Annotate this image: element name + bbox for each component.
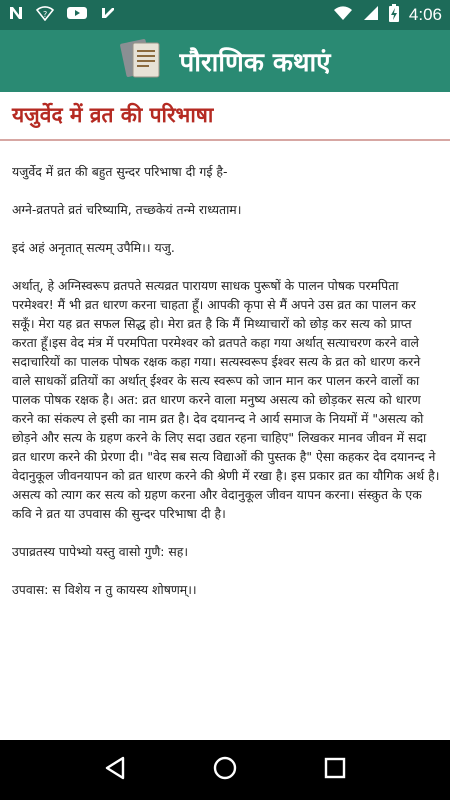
- article-title: यजुर्वेद में व्रत की परिभाषा: [12, 103, 214, 127]
- wifi-icon: [333, 5, 353, 25]
- title-divider: [0, 139, 450, 141]
- check-icon: [100, 5, 116, 25]
- article-paragraph: अग्ने-व्रतपते व्रतं चरिष्यामि, तच्छकेयं तन्मे राध्यताम।: [12, 202, 242, 217]
- navigation-bar: [0, 740, 450, 800]
- notification-n-icon: [8, 5, 24, 25]
- signal-icon: [363, 5, 379, 25]
- status-time: 4:06: [408, 5, 442, 24]
- article-paragraph: उपवास: स विशेय न तु कायस्य शोषणम्।।: [12, 582, 197, 597]
- app-title: पौराणिक कथाएं: [179, 48, 331, 78]
- recents-button[interactable]: [315, 750, 355, 790]
- battery-charging-icon: [389, 4, 399, 26]
- home-circle-icon: [213, 756, 237, 784]
- wifi-question-icon: [36, 5, 54, 25]
- article-paragraph: इदं अहं अनृतात् सत्यम् उपैमि।। यजु.: [12, 240, 175, 255]
- article-paragraph: उपाव्रतस्य पापेभ्यो यस्तु वासो गुणै: सह।: [12, 544, 189, 559]
- app-bar: [0, 30, 450, 92]
- article-paragraph: यजुर्वेद में व्रत की बहुत सुन्दर परिभाषा दी गई है-: [12, 164, 228, 179]
- back-button[interactable]: [95, 750, 135, 790]
- youtube-icon: [66, 5, 88, 25]
- status-bar: [0, 0, 450, 30]
- documents-icon: [119, 35, 165, 87]
- article-content: [12, 162, 440, 618]
- article-paragraph: अर्थात्, हे अग्निस्वरूप व्रतपते सत्यव्रत पारायण साधक पुरूषों के पालन पोषक परमपिता परमेश्वर! मैं भी व्रत धारण करना चाहता हूँ। आपकी कृपा से मैं अपने उस व्रत का पालन कर सकूँ। मेरा यह व्रत सफल सिद्ध हो। मेरा व्रत है कि मैं मिथ्याचारों को छोड़ कर सत्य को प्राप्त करता हूँ।इस वेद मंत्र में परमपिता परमेश्वर को व्रतपते कहा गया अर्थात् सत्याचरण करने वाले सदाचारियों का पालक पोषक रक्षक कहा गया। सत्यस्वरूप ईश्वर सत्य के व्रत को धारण करने वाले साधकों व्रतियों का अर्थात् ईश्वर के सत्य स्वरूप को जान मान कर पालन करने वालों का पालक पोषक रक्षक है। अत: व्रत धारण करने वाला मनुष्य असत्य को छोड़कर सत्य को धारण करने का संकल्प ले इसी का नाम व्रत है। देव दयानन्द ने आर्य समाज के नियमों में "असत्य को छोड़ने और सत्य के ग्रहण करने के लिए सदा उद्यत रहना चाहिए" लिखकर मानव जीवन में सदा व्रत धारण करने की प्रेरणा दी। "वेद सब सत्य विद्याओं की पुस्तक है" ऐसा कहकर देव दयानन्द ने वेदानुकूल जीवनयापन को व्रत धारण करने की श्रेणी में रखा है। इस प्रकार व्रत का यौगिक अर्थ है। असत्य को त्याग कर सत्य को ग्रहण करना और वेदानुकूल जीवन यापन करना। संस्क़ुत के एक कवि ने व्रत या उपवास की सुन्दर परिभाषा दी है।: [12, 278, 440, 521]
- home-button[interactable]: [205, 750, 245, 790]
- svg-text:?: ?: [43, 10, 48, 19]
- recents-square-icon: [324, 757, 346, 783]
- back-triangle-icon: [104, 756, 126, 784]
